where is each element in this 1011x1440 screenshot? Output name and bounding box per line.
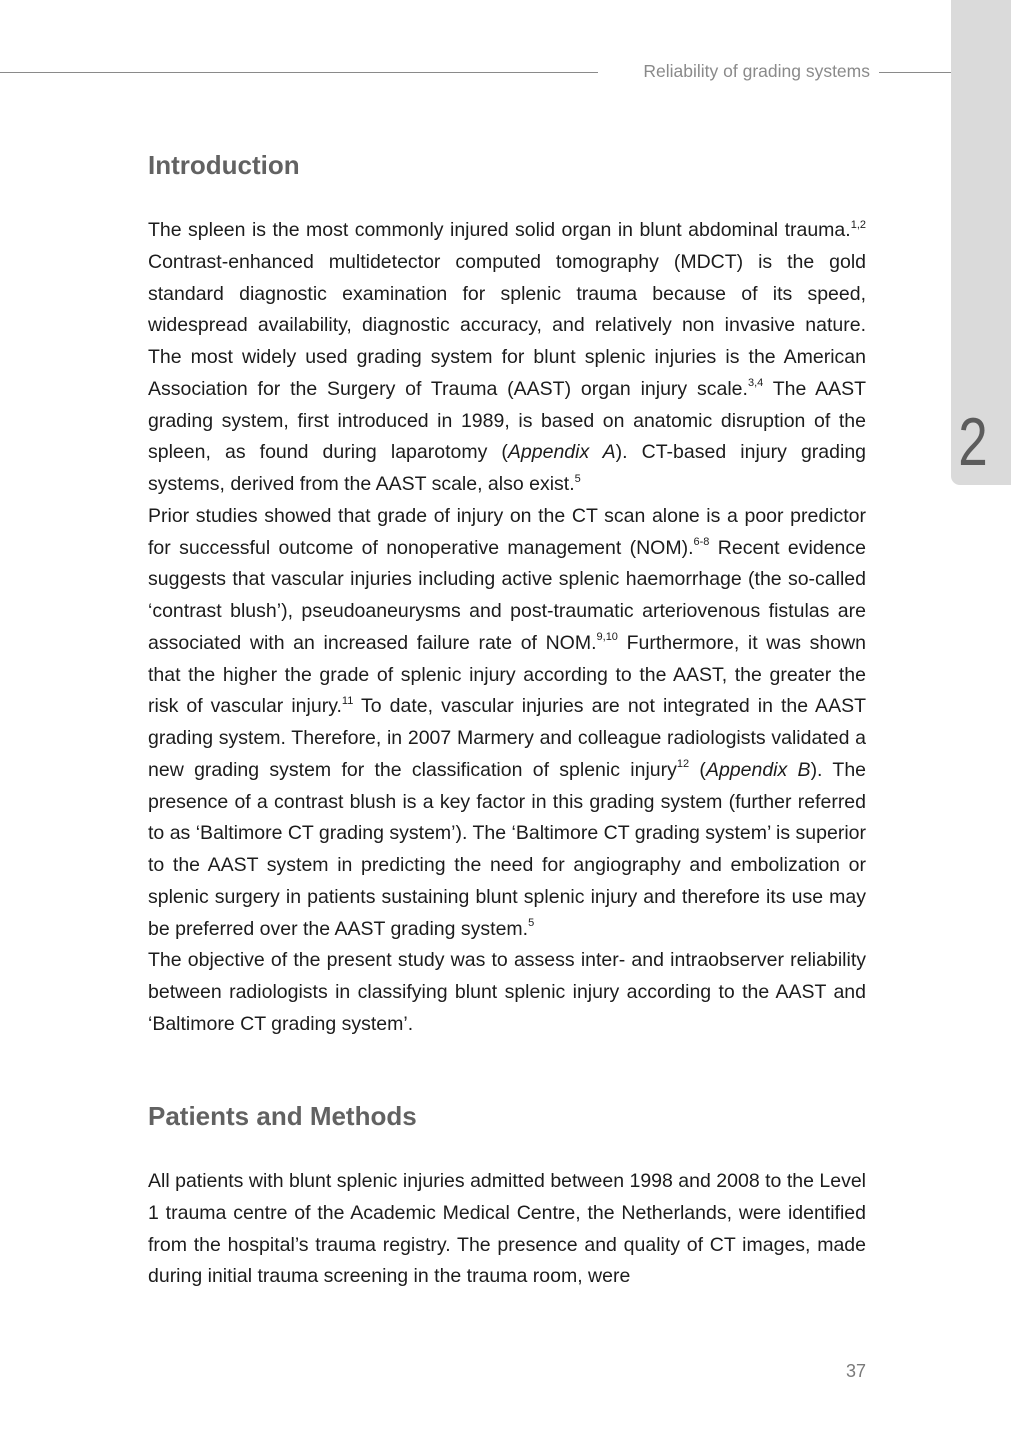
text-run: To date, vascular injuries are not integrated in the AAST grading system. Therefore, in 2007 Marmery and colleague radiologists validated a new grading system for the classification of splenic injury [148, 695, 866, 781]
text-run: Recent evidence suggests that vascular injuries including active splenic haemorrhage (the so-called ‘contrast blush’), pseudoaneurysms and post-traumatic arteriovenous fistulas are associated with an increased failure rate of NOM. [148, 536, 866, 654]
citation: 9,10 [596, 631, 618, 644]
citation: 11 [341, 694, 354, 707]
introduction-paragraph-2 [148, 501, 866, 946]
citation: 3,4 [747, 377, 764, 390]
header-rule [0, 72, 598, 73]
citation: 6-8 [693, 536, 710, 548]
section-heading-introduction: Introduction [148, 150, 300, 180]
chapter-number: 2 [958, 404, 988, 480]
methods-paragraph-1: All patients with blunt splenic injuries admitted between 1998 and 2008 to the Level 1 trauma centre of the Academic Medical Centre, the Netherlands, were identified from the hospital’s trauma registry. The presence and quality of CT images, made during initial trauma screening in the trauma room, were [148, 1170, 866, 1288]
appendix-reference: Appendix A [507, 441, 616, 464]
citation: 5 [574, 472, 581, 485]
text-run: ). The presence of a contrast blush is a key factor in this grading system (further referred to as ‘Baltimore CT grading system’). The ‘Baltimore CT grading system’ is superior to the AAST system in predicting the need for angiography and embolization or splenic surgery in patients sustaining blunt splenic injury and therefore its use may be preferred over the AAST grading system. [148, 758, 867, 940]
page-number: 37 [845, 1361, 866, 1381]
section-heading-methods: Patients and Methods [148, 1101, 417, 1131]
text-run: Furthermore, it was shown that the higher the grade of splenic injury according to the AAST, the greater the risk of vascular injury. [148, 631, 866, 718]
introduction-paragraph-3: The objective of the present study was to assess inter- and intraobserver reliability between radiologists in classifying blunt splenic injury according to the AAST and ‘Baltimore CT grading system’. [148, 949, 866, 1035]
text-run: The AAST grading system, first introduced in 1989, is based on anatomic disruption of the spleen, as found during laparotomy ( [148, 377, 866, 464]
running-title: Reliability of grading systems [643, 61, 870, 81]
introduction-body [148, 215, 866, 1041]
methods-body [148, 1166, 866, 1293]
appendix-reference: Appendix B [705, 758, 811, 781]
text-run: Contrast-enhanced multidetector computed tomography (MDCT) is the gold standard diagnostic examination for splenic trauma because of its speed, widespread availability, diagnostic accuracy, and relatively non invasive nature. The most widely used grading system for blunt splenic injuries is the American Association for the Surgery of Trauma (AAST) organ injury scale. [148, 250, 866, 400]
text-run: The spleen is the most commonly injured solid organ in blunt abdominal trauma. [148, 219, 851, 241]
citation: 12 [676, 758, 690, 771]
introduction-paragraph-1 [148, 215, 866, 501]
text-run: Prior studies showed that grade of injury on the CT scan alone is a poor predictor for successful outcome of nonoperative management (NOM). [148, 504, 866, 559]
citation: 5 [528, 917, 535, 929]
text-run: ). CT-based injury grading systems, derived from the AAST scale, also exist. [148, 441, 867, 495]
citation: 1,2 [850, 218, 866, 231]
header-rule-end [879, 72, 951, 73]
text-run: ( [689, 758, 706, 781]
